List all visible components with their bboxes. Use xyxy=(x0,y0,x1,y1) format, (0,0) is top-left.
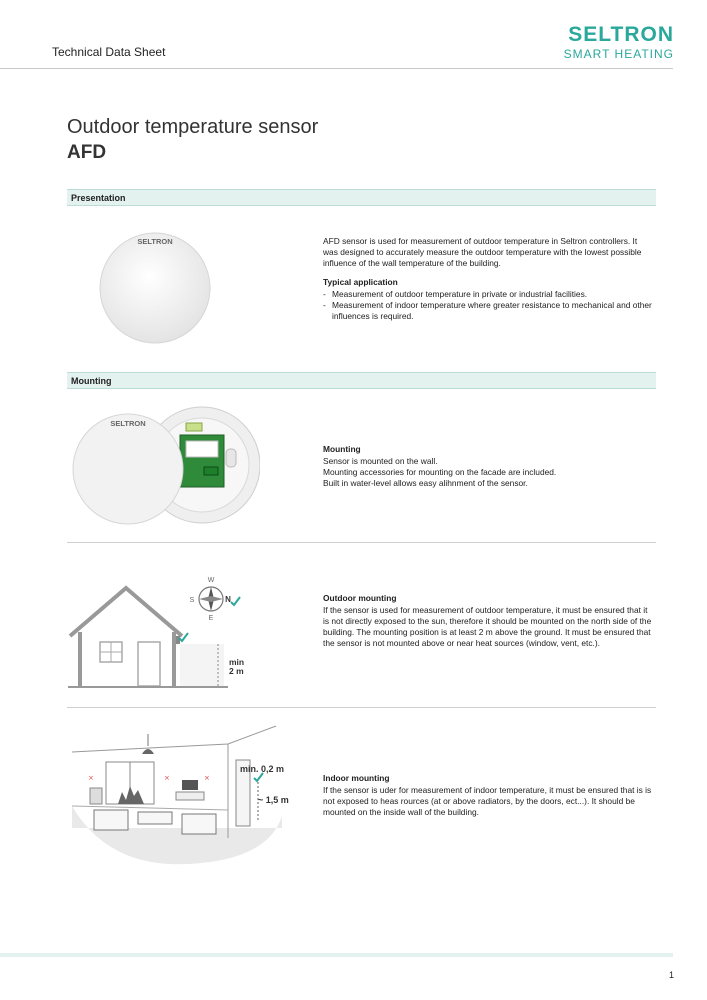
sensor-open-image xyxy=(70,405,260,530)
svg-text:×: × xyxy=(204,774,210,782)
svg-text:×: × xyxy=(88,774,94,782)
footer-rule xyxy=(0,953,673,957)
typical-application-heading: Typical application xyxy=(323,277,398,287)
header-rule xyxy=(0,68,673,69)
logo-sub-text: SMART HEATING xyxy=(563,47,674,61)
compass-east: E xyxy=(208,615,214,622)
compass-north: N xyxy=(225,595,231,604)
sensor-front-image xyxy=(98,225,213,357)
house-illustration xyxy=(68,572,258,694)
page-title: Outdoor temperature sensor xyxy=(67,116,319,138)
height-label: 2 m xyxy=(229,666,244,676)
mounting-height-label: ~ 1,5 m xyxy=(258,795,289,805)
mounting-line: Mounting accessories for mounting on the facade are included. xyxy=(323,467,557,477)
page-subtitle: AFD xyxy=(67,142,107,163)
compass-south: S xyxy=(189,597,195,604)
presentation-description: AFD sensor is used for measurement of outdoor temperature in Seltron controllers. It was designed to accurately measure the outdoor temperature with the lowest possible influence of the wall temperature of the building. xyxy=(323,236,642,268)
divider xyxy=(67,707,656,708)
logo-main-text: SELTRON xyxy=(568,23,674,46)
section-mounting: Mounting xyxy=(67,372,656,389)
mounting-text xyxy=(323,444,653,489)
indoor-heading: Indoor mounting xyxy=(323,773,390,783)
document-type: Technical Data Sheet xyxy=(52,45,166,59)
list-item: - Measurement of indoor temperature where greater resistance to mechanical and other influences is required. xyxy=(323,300,653,322)
presentation-text xyxy=(323,236,653,322)
sensor-logo-text: SELTRON xyxy=(110,419,146,428)
min-label: min xyxy=(229,657,245,667)
room-illustration xyxy=(68,720,294,868)
typical-application-list xyxy=(323,289,653,322)
seltron-logo xyxy=(564,24,674,62)
outdoor-heading: Outdoor mounting xyxy=(323,593,397,603)
list-item: - Measurement of outdoor temperature in private or industrial facilities. xyxy=(323,289,653,300)
mounting-line: Sensor is mounted on the wall. xyxy=(323,456,438,466)
indoor-text xyxy=(323,773,653,818)
min-distance-label: min. 0,2 m xyxy=(240,764,285,774)
divider xyxy=(67,542,656,543)
page-number: 1 xyxy=(668,970,674,980)
mounting-heading: Mounting xyxy=(323,444,361,454)
compass-west: W xyxy=(207,577,215,584)
sensor-logo-text: SELTRON xyxy=(137,237,173,246)
mounting-line: Built in water-level allows easy alihnment of the sensor. xyxy=(323,478,528,488)
svg-text:×: × xyxy=(164,774,170,782)
outdoor-description: If the sensor is used for measurement of outdoor temperature, it must be ensured that it is not directly exposed to the sun, therefore it should be mounted on the north side of the building. The mounting position is at least 2 m above the ground. It must be ensured that the sensor is not mounted above or near heat sources (window, vent, etc.). xyxy=(323,605,652,648)
indoor-description: If the sensor is uder for measurement of indoor temperature, it must be ensured that is is not exposed to heas rources (at or above radiators, by the doors, ect...). It should be mounted on the inside wall of the building. xyxy=(323,785,652,817)
section-presentation: Presentation xyxy=(67,189,656,206)
outdoor-text xyxy=(323,593,653,649)
